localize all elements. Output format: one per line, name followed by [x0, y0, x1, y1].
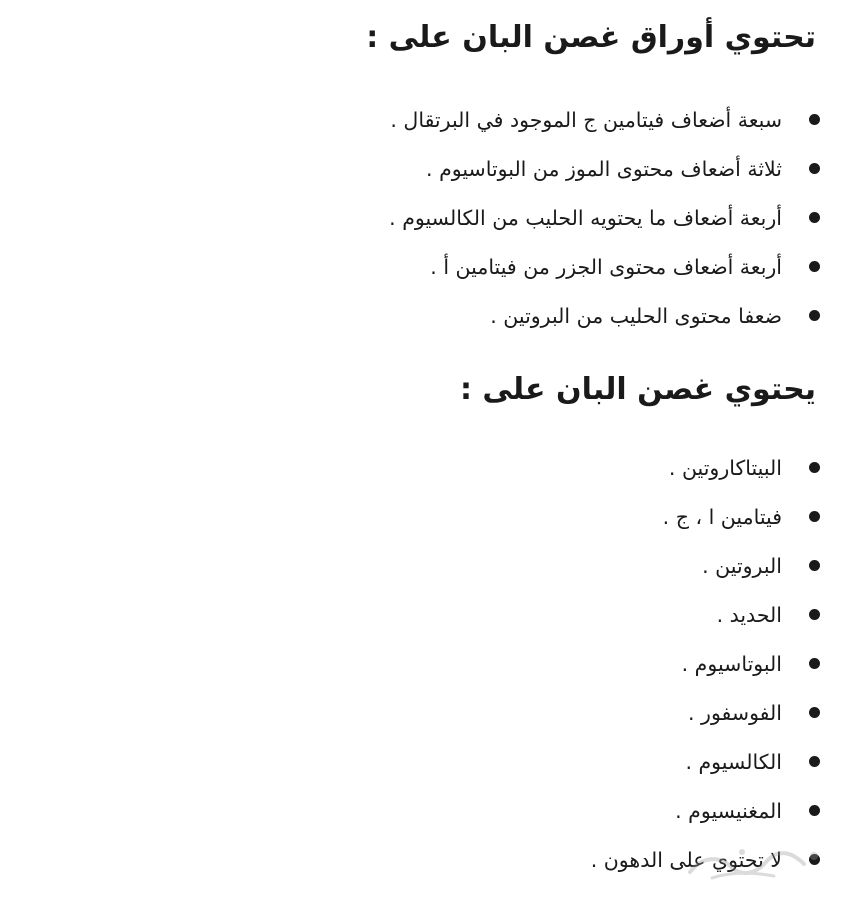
- bullet-icon: [809, 261, 820, 272]
- list-item-text: البروتين .: [702, 554, 782, 578]
- list-item: [389, 292, 820, 341]
- leaves-nutrients-list: [389, 96, 820, 341]
- list-item: [591, 738, 820, 787]
- list-item-text: البيتاكاروتين .: [668, 456, 782, 480]
- bullet-icon: [809, 707, 820, 718]
- list-item: [591, 444, 820, 493]
- section-title-branch: يحتوي غصن البان على :: [459, 372, 816, 407]
- bullet-icon: [809, 609, 820, 620]
- bullet-icon: [809, 163, 820, 174]
- list-item: [389, 194, 820, 243]
- list-item: [389, 145, 820, 194]
- bullet-icon: [809, 658, 820, 669]
- list-item: [591, 640, 820, 689]
- list-item-text: الفوسفور .: [688, 701, 782, 725]
- list-item: [591, 493, 820, 542]
- list-item-text: سبعة أضعاف فيتامين ج الموجود في البرتقال .: [390, 108, 782, 132]
- list-item: [591, 689, 820, 738]
- branch-nutrients-list: [591, 444, 820, 885]
- list-item-text: الكالسيوم .: [685, 750, 782, 774]
- bullet-icon: [809, 511, 820, 522]
- bullet-icon: [809, 114, 820, 125]
- list-item-text: فيتامين ا ، ج .: [662, 505, 782, 529]
- section-title-leaves: تحتوي أوراق غصن البان على :: [366, 20, 816, 55]
- list-item: [591, 787, 820, 836]
- list-item-text: لا تحتوي على الدهون .: [590, 848, 782, 872]
- list-item: [389, 96, 820, 145]
- list-item-text: أربعة أضعاف محتوى الجزر من فيتامين أ .: [430, 255, 782, 279]
- list-item-text: ضعفا محتوى الحليب من البروتين .: [490, 304, 782, 328]
- bullet-icon: [809, 560, 820, 571]
- bullet-icon: [809, 310, 820, 321]
- haraj-logo-watermark-icon: [682, 842, 832, 882]
- bullet-icon: [809, 462, 820, 473]
- list-item-text: أربعة أضعاف ما يحتويه الحليب من الكالسيوم .: [389, 206, 782, 230]
- list-item: [591, 591, 820, 640]
- list-item-text: المغنيسيوم .: [675, 799, 782, 823]
- list-item: [389, 243, 820, 292]
- bullet-icon: [809, 805, 820, 816]
- bullet-icon: [809, 756, 820, 767]
- bullet-icon: [809, 212, 820, 223]
- list-item: [591, 542, 820, 591]
- list-item-text: الحديد .: [716, 603, 782, 627]
- list-item-text: البوتاسيوم .: [681, 652, 782, 676]
- list-item-text: ثلاثة أضعاف محتوى الموز من البوتاسيوم .: [426, 157, 782, 181]
